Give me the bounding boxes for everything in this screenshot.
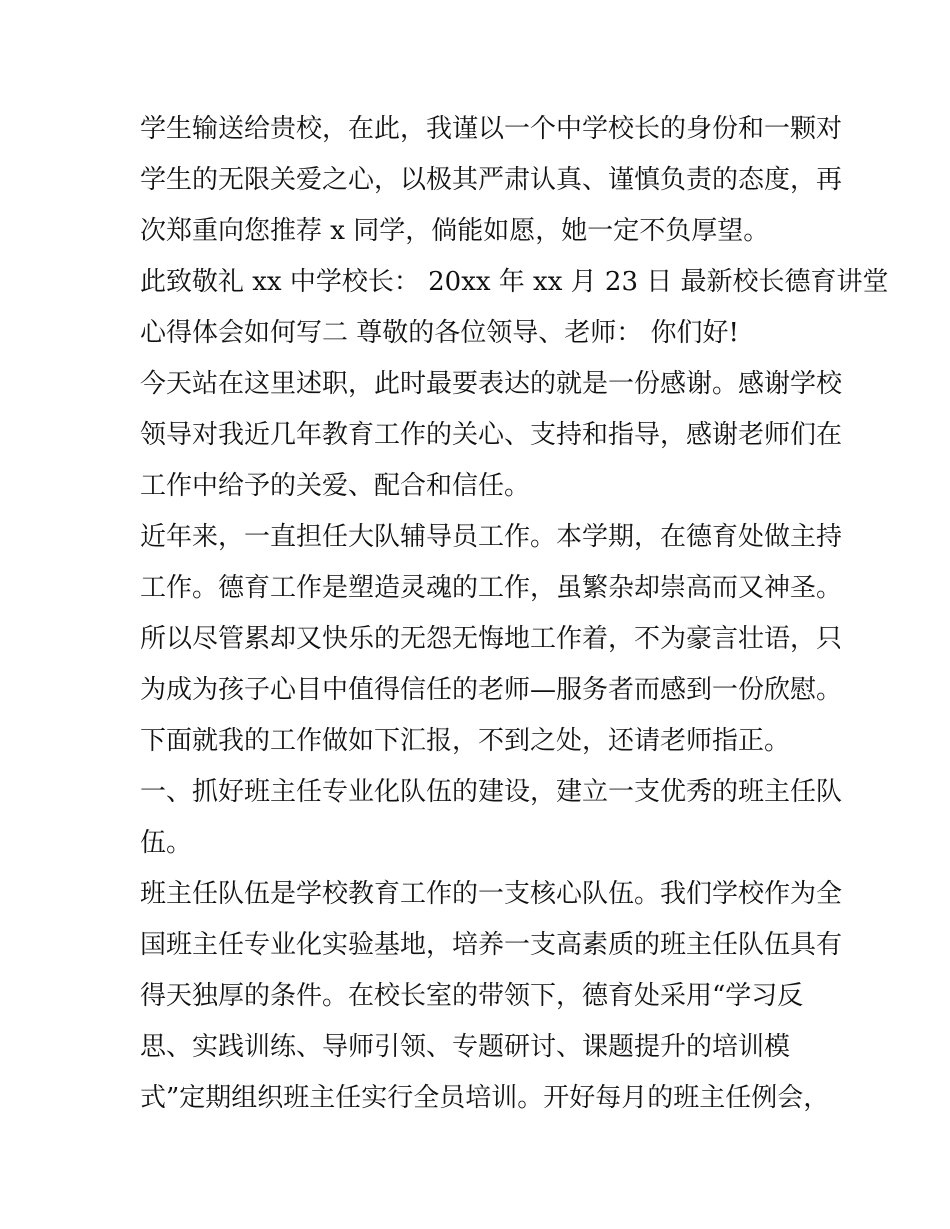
document-line: 心得体会如何写二 尊敬的各位领导、老师： 你们好! — [140, 318, 739, 348]
document-line: 伍。 — [140, 828, 193, 858]
document-line: 近年来，一直担任大队辅导员工作。本学期，在德育处做主持 — [140, 522, 843, 552]
document-line: 工作。德育工作是塑造灵魂的工作，虽繁杂却崇高而又神圣。 — [140, 573, 843, 603]
document-line: 得天独厚的条件。在校长室的带领下，德育处采用“学习反 — [140, 981, 804, 1011]
document-line: 一、抓好班主任专业化队伍的建设，建立一支优秀的班主任队 — [140, 777, 843, 807]
document-line: 为成为孩子心目中值得信任的老师—服务者而感到一份欣慰。 — [140, 675, 843, 705]
document-line: 式”定期组织班主任实行全员培训。开好每月的班主任例会， — [140, 1083, 830, 1113]
document-line: 所以尽管累却又快乐的无怨无悔地工作着，不为豪言壮语，只 — [140, 624, 843, 654]
document-line: 班主任队伍是学校教育工作的一支核心队伍。我们学校作为全 — [140, 879, 843, 909]
document-line: 下面就我的工作做如下汇报，不到之处，还请老师指正。 — [140, 726, 791, 756]
document-line: 学生输送给贵校，在此，我谨以一个中学校长的身份和一颗对 — [140, 114, 843, 144]
document-line: 今天站在这里述职，此时最要表达的就是一份感谢。感谢学校 — [140, 369, 843, 399]
document-line: 思、实践训练、导师引领、专题研讨、课题提升的培训模 — [140, 1032, 791, 1062]
document-line: 领导对我近几年教育工作的关心、支持和指导，感谢老师们在 — [140, 420, 843, 450]
document-line: 次郑重向您推荐 x 同学，倘能如愿，她一定不负厚望。 — [140, 216, 770, 246]
document-line: 学生的无限关爱之心，以极其严肃认真、谨慎负责的态度，再 — [140, 165, 843, 195]
document-line: 此致敬礼 xx 中学校长： 20xx 年 xx 月 23 日 最新校长德育讲堂 — [140, 267, 889, 297]
document-body — [140, 104, 889, 1124]
document-line: 工作中给予的关爱、配合和信任。 — [140, 471, 531, 501]
document-line: 国班主任专业化实验基地，培养一支高素质的班主任队伍具有 — [140, 930, 843, 960]
